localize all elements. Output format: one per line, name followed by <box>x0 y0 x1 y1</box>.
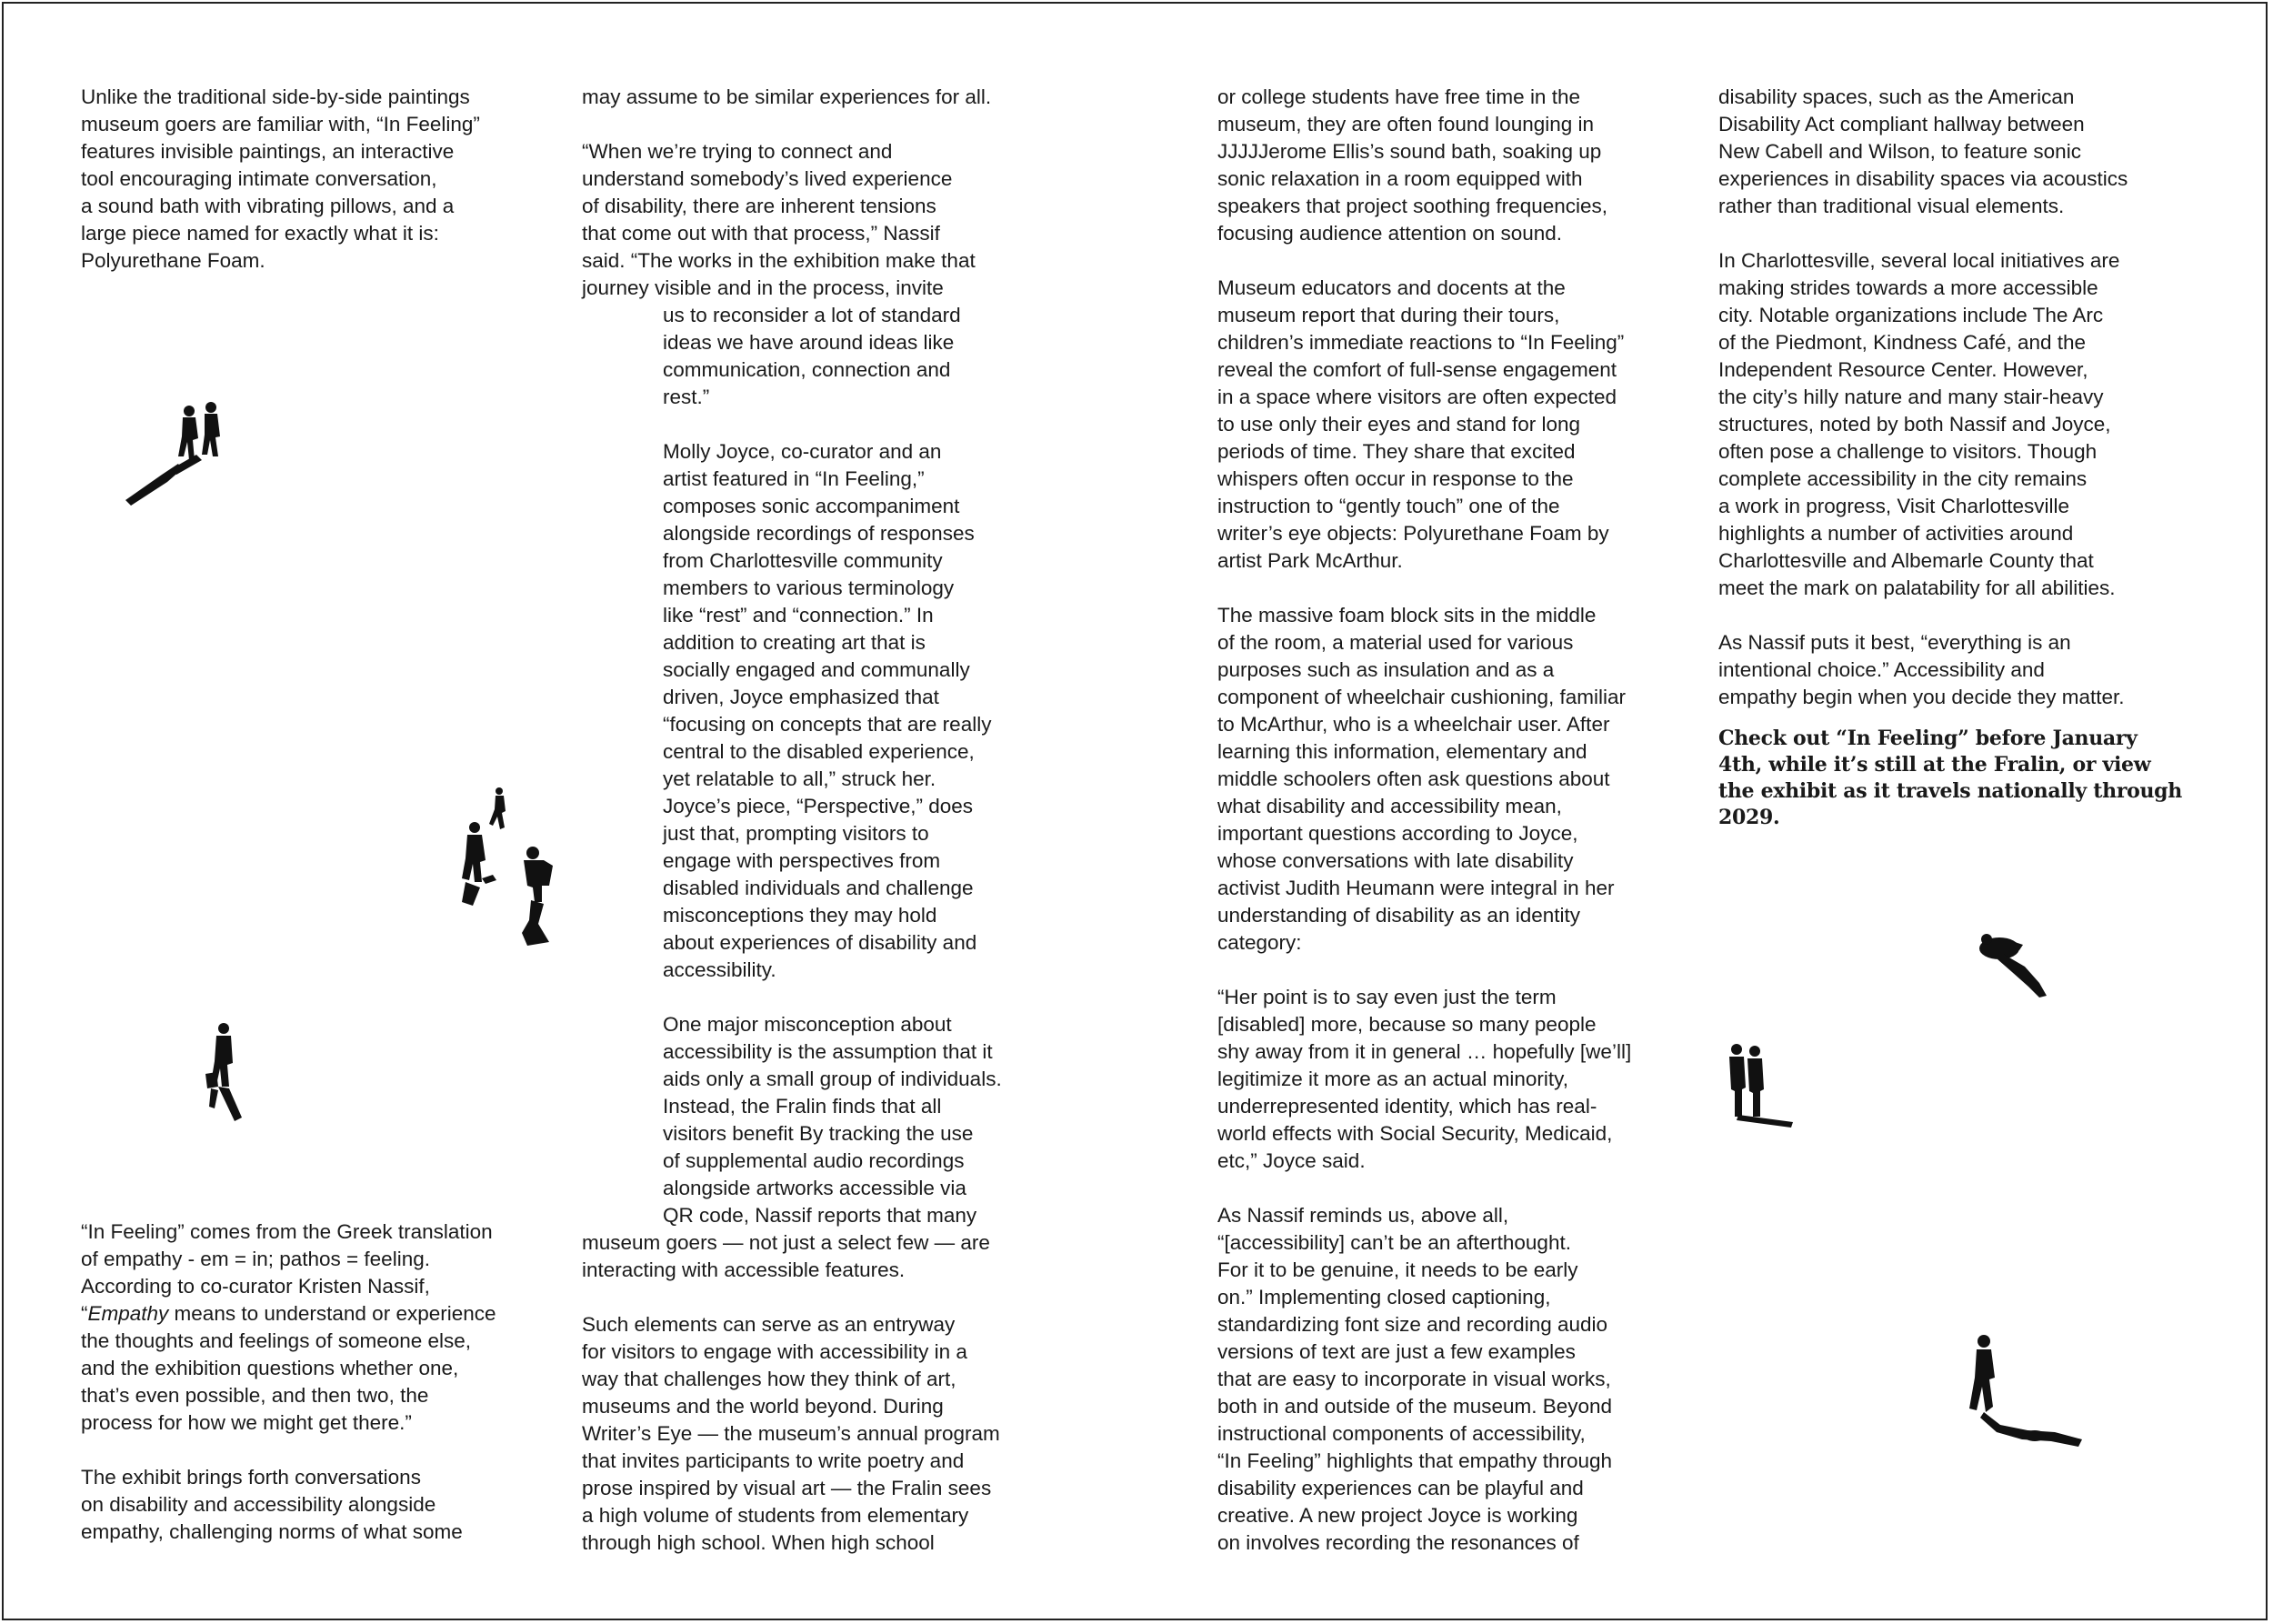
heumann-quote-paragraph: “Her point is to say even just the term [disabled] more, because so many people shy away from it in general … hopefully [we’ll] legitimize it more as an actual minority, underrepresented identity, which has real- world effects with Social Security, Medicaid, etc,” Joyce said. <box>1217 986 1632 1172</box>
disability-spaces-paragraph: disability spaces, such as the American Disability Act compliant hallway between New Cabell and Wilson, to feature sonic experiences in disability spaces via acoustics rather than traditional visual elements. <box>1718 85 2128 217</box>
nassif-quote-paragraph: “When we’re trying to connect and understand somebody’s lived experience of disability, there are inherent tensions that come out with that process,” Nassif said. “The works in the exhibition make that journey visible and in the process, invite <box>582 140 976 299</box>
indented-text-block <box>582 302 1055 1229</box>
col4-text <box>1718 84 2200 831</box>
walker-with-bag-icon <box>202 1023 249 1121</box>
intentional-choice-paragraph: As Nassif puts it best, “everything is an intentional choice.” Accessibility and empathy begin when you decide they matter. <box>1718 631 2125 708</box>
empathy-definition-paragraph: “In Feeling” comes from the Greek translation of empathy - em = in; pathos = feeling. According to co-curator Kristen Nassif, “Empathy means to understand or experience the thoughts and feelings of someone else, and the exhibition questions whether one, that’s even possible, and then two, the process for how we might get there.” <box>81 1220 496 1434</box>
reclining-figure-icon <box>1976 932 2048 997</box>
foam-block-paragraph: The massive foam block sits in the middle of the room, a material used for various purposes such as insulation and as a component of wheelchair cushioning, familiar to McArthur, who is a wheelchair user. After learning this information, elementary and middle schoolers often ask questions about what disability and accessibility mean, important questions according to Joyce, whose conversations with late disability activist Judith Heumann were integral in her understanding of disability as an identity category: <box>1217 604 1626 954</box>
entryway-paragraph: Such elements can serve as an entryway for visitors to engage with accessibility in a way that challenges how they think of art, museums and the world beyond. During Writer’s Eye — the museum’s annual program that invites participants to write poetry and prose inspired by visual art — the Fralin sees a high volume of students from elementary through high school. When high school <box>582 1313 1000 1554</box>
molly-joyce-paragraph: Molly Joyce, co-curator and an artist featured in “In Feeling,” composes sonic accompaniment alongside recordings of responses from Charlottesville community members to various terminology like “rest” and “connection.” In addition to creating art that is socially engaged and communally driven, Joyce emphasized that “focusing on concepts that are really central to the disabled experience, yet relatable to all,” struck her. Joyce’s piece, “Perspective,” does just that, prompting visitors to engage with perspectives from disabled individuals and challenge misconceptions they may hold about experiences of disability and accessibility. <box>663 440 992 981</box>
col1-lower-text <box>81 1218 563 1546</box>
three-figures-group-icon <box>455 787 564 947</box>
col2-text <box>582 84 1055 1557</box>
col1-intro-paragraph: Unlike the traditional side-by-side paintings museum goers are familiar with, “In Feeling” features invisible paintings, an interactive tool encouraging intimate conversation, a sound bath with vibrating pillows, and a large piece named for exactly what it is: Polyurethane Foam. <box>81 85 480 272</box>
educators-paragraph: Museum educators and docents at the museum report that during their tours, children’s immediate reactions to “In Feeling” reveal the comfort of full-sense engagement in a space where visitors are often expected to use only their eyes and stand for long periods of time. They share that excited whispers often occur in response to the instruction to “gently touch” one of the writer’s eye objects: Polyurethane Foam by artist Park McArthur. <box>1217 276 1625 572</box>
col3-text <box>1217 84 1699 1557</box>
empathy-emphasis: Empathy <box>87 1302 169 1325</box>
col2-continuation: may assume to be similar experiences for all. <box>582 85 992 108</box>
misconception-paragraph-end: museum goers — not just a select few — are interacting with accessible features. <box>582 1231 990 1281</box>
conversations-paragraph: The exhibit brings forth conversations on disability and accessibility alongside empathy, challenging norms of what some <box>81 1466 463 1543</box>
misconception-paragraph: One major misconception about accessibility is the assumption that it aids only a small group of individuals. Instead, the Fralin finds that all visitors benefit By tracking the use of supplemental audio recordings alongside artworks accessible via QR code, Nassif reports that many <box>663 1013 1002 1227</box>
charlottesville-paragraph: In Charlottesville, several local initiatives are making strides towards a more accessible city. Notable organizations include The Arc of the Piedmont, Kindness Café, and the Independent Resource Center. However, the city’s hilly nature and many stair-heavy structures, noted by both Nassif and Joyce, often pose a challenge to visitors. Though complete accessibility in the city remains a work in progress, Visit Charlottesville highlights a number of activities around Charlottesville and Albemarle County that meet the mark on palatability for all abilities. <box>1718 249 2120 599</box>
striding-walker-icon <box>1964 1334 2084 1447</box>
call-to-action: Check out “In Feeling” before January 4th, while it’s still at the Fralin, or view the exhibit as it travels nationally through 2029. <box>1718 727 2182 829</box>
nassif-quote-end: us to reconsider a lot of standard ideas we have around ideas like communication, connection and rest.” <box>663 304 961 408</box>
standing-couple-icon <box>1724 1042 1797 1129</box>
two-walkers-shadow-icon <box>125 400 235 507</box>
sound-bath-paragraph: or college students have free time in the museum, they are often found lounging in JJJJJerome Ellis’s sound bath, soaking up sonic relaxation in a room equipped with speakers that project soothing frequencies, focusing audience attention on sound. <box>1217 85 1608 245</box>
afterthought-paragraph: As Nassif reminds us, above all, “[accessibility] can’t be an afterthought. For it to be genuine, it needs to be early on.” Implementing closed captioning, standardizing font size and recording audio versions of text are just a few examples that are easy to incorporate in visual works, both in and outside of the museum. Beyond instructional components of accessibility, “In Feeling” highlights that empathy through disability experiences can be playful and creative. A new project Joyce is working on involves recording the resonances of <box>1217 1204 1613 1554</box>
